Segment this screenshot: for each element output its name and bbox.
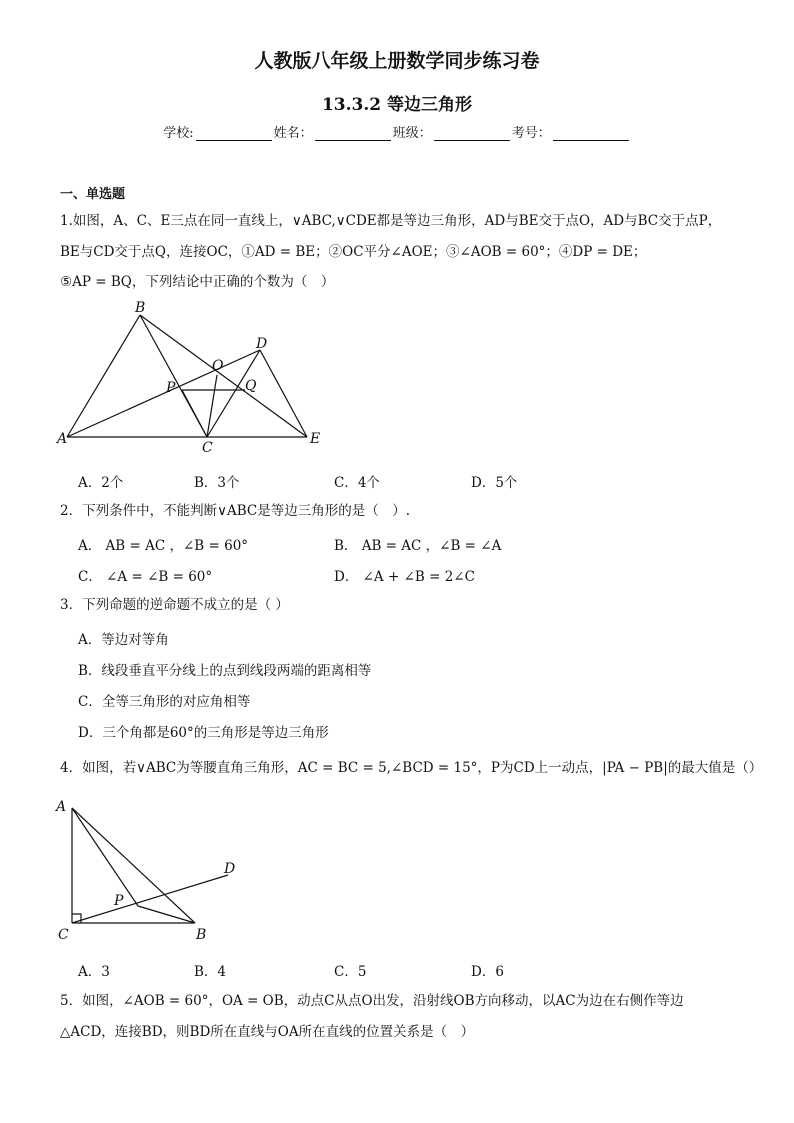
class-blank[interactable] xyxy=(434,126,510,141)
q4-option-b[interactable]: B．4 xyxy=(194,964,227,980)
q4-option-c[interactable]: C．5 xyxy=(334,964,367,980)
q1-label-P: P xyxy=(166,380,176,396)
name-blank[interactable] xyxy=(315,126,391,141)
q2-option-d[interactable]: D． ∠A + ∠B = 2∠C xyxy=(334,569,475,585)
q4-option-a[interactable]: A．3 xyxy=(78,964,110,980)
q1-line2 xyxy=(60,243,646,261)
q4-label-P: P xyxy=(114,893,124,909)
q1-s5-text: AP = BQ，下列结论中正确的个数为（ ） xyxy=(72,274,335,290)
q2-stem: 2．下列条件中，不能判断∨ABC是等边三角形的是（ ）. xyxy=(60,503,411,519)
q1-option-b[interactable]: B．3个 xyxy=(194,475,240,491)
q1-option-c[interactable]: C．4个 xyxy=(334,475,380,491)
q1-line2-text: BE与CD交于点Q，连接OC， xyxy=(60,244,242,260)
q1-line3 xyxy=(60,273,334,291)
class-label: 班级： xyxy=(392,126,432,141)
q1-option-d[interactable]: D．5个 xyxy=(471,475,518,491)
student-info-row xyxy=(0,122,794,141)
q1-label-C: C xyxy=(202,440,213,456)
q1-s4-marker: ④ xyxy=(558,244,573,260)
q5-line1: 5．如图，∠AOB = 60°，OA = OB，动点C从点O出发，沿射线OB方向移动，以AC为边在右侧作等边 xyxy=(60,993,684,1009)
q4-option-d[interactable]: D．6 xyxy=(471,964,504,980)
q1-s5-marker: ⑤ xyxy=(60,274,73,290)
section-title: 一、单选题 xyxy=(60,187,126,202)
q1-s2-text: OC平分∠AOE； xyxy=(342,244,447,260)
q4-label-C: C xyxy=(58,927,69,943)
q1-line1: 1.如图，A、C、E三点在同一直线上，∨ABC,∨CDE都是等边三角形，AD与BE交于点O，AD与BC交于点P， xyxy=(60,213,722,229)
q1-s2-marker: ② xyxy=(328,244,343,260)
q4-stem: 4．如图，若∨ABC为等腰直角三角形，AC = BC = 5,∠BCD = 15°，P为CD上一动点，|PA − PB|的最大值是（） xyxy=(60,760,763,776)
q1-s3-text: ∠AOB = 60°； xyxy=(459,244,559,260)
q1-label-B: B xyxy=(135,300,146,316)
q1-label-O: O xyxy=(212,358,224,374)
q1-option-a[interactable]: A．2个 xyxy=(78,475,124,491)
q3-stem: 3．下列命题的逆命题不成立的是（ ） xyxy=(60,597,289,613)
q1-s1-text: AD = BE； xyxy=(254,244,329,260)
number-label: 考号： xyxy=(511,126,551,141)
q1-label-D: D xyxy=(256,336,268,352)
q1-s4-text: DP = DE； xyxy=(572,244,647,260)
q1-s1-marker: ① xyxy=(241,244,255,260)
page-title: 人教版八年级上册数学同步练习卷 xyxy=(254,50,540,72)
number-blank[interactable] xyxy=(553,126,629,141)
q1-s3-marker: ③ xyxy=(446,244,460,260)
school-label: 学校: xyxy=(163,126,194,141)
school-blank[interactable] xyxy=(196,126,272,141)
q2-option-b[interactable]: B． AB = AC ，∠B = ∠A xyxy=(334,538,502,554)
q3-option-d[interactable]: D．三个角都是60°的三角形是等边三角形 xyxy=(78,725,329,741)
name-label: 姓名： xyxy=(273,126,313,141)
q1-figure xyxy=(55,300,335,460)
q4-figure xyxy=(50,793,250,943)
q1-label-E: E xyxy=(310,431,321,447)
q2-option-a[interactable]: A． AB = AC ，∠B = 60° xyxy=(78,538,249,554)
q4-label-B: B xyxy=(196,927,207,943)
q4-label-D: D xyxy=(224,861,236,877)
q4-label-A: A xyxy=(56,799,67,815)
q1-label-Q: Q xyxy=(245,378,257,394)
q3-option-a[interactable]: A．等边对等角 xyxy=(78,632,169,648)
q3-option-c[interactable]: C．全等三角形的对应角相等 xyxy=(78,694,251,710)
q3-option-b[interactable]: B．线段垂直平分线上的点到线段两端的距离相等 xyxy=(78,663,372,679)
q5-line2: △ACD，连接BD，则BD所在直线与OA所在直线的位置关系是（ ） xyxy=(60,1024,475,1040)
page-subtitle: 13.3.2 等边三角形 xyxy=(321,95,473,115)
q2-option-c[interactable]: C． ∠A = ∠B = 60° xyxy=(78,569,213,585)
q1-label-A: A xyxy=(57,431,68,447)
